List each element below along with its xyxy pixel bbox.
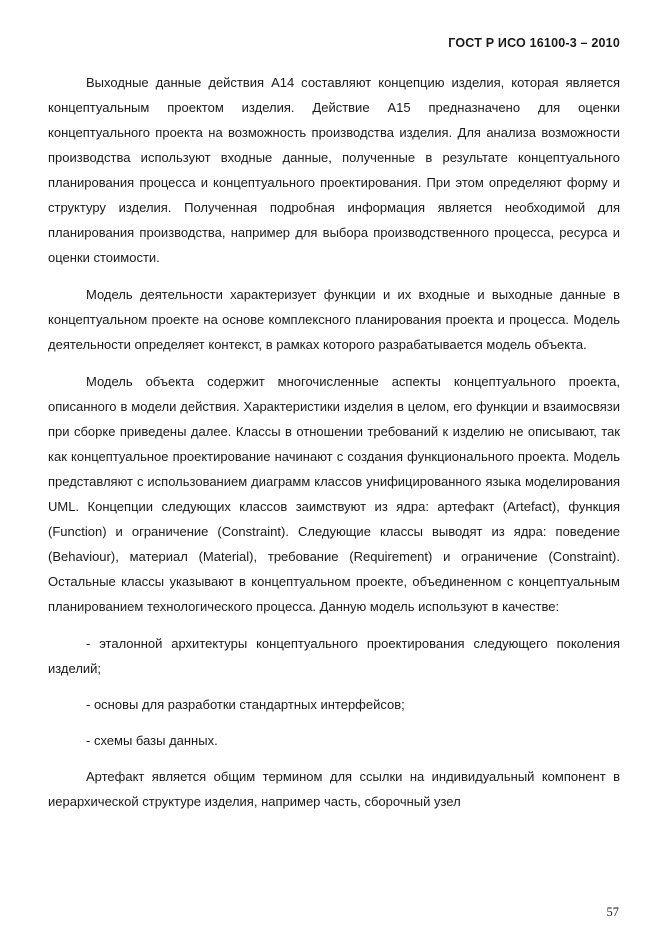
- paragraph-activity-model: Модель деятельности характеризует функции и их входные и выходные данные в концептуальном проекте на основе комплексного планирования проекта и процесса. Модель деятельности определяет контекст, в рамках которого разрабатывается модель объекта.: [48, 287, 620, 352]
- paragraph-output-data: Выходные данные действия A14 составляют концепцию изделия, которая является концептуальным проектом изделия. Действие A15 предназначено для оценки концептуального проекта на возможность производства изделия. Для анализа возможности производства используют входные данные, полученные в результате концептуального планирования процесса и концептуального проектирования. При этом определяют форму и структуру изделия. Полученная подробная информация является необходимой для планирования производства, например для выбора производственного процесса, ресурса и оценки стоимости.: [48, 75, 620, 265]
- list-item-standard-interfaces: - основы для разработки стандартных интерфейсов;: [86, 697, 405, 712]
- paragraph-object-model: Модель объекта содержит многочисленные аспекты концептуального проекта, описанного в модели действия. Характеристики изделия в целом, его функции и взаимосвязи при сборке приведены далее. Классы в отношении требований к изделию не описывают, так как концептуальное проектирование начинают с создания функционального проекта. Модель представляют с использованием диаграмм классов унифицированного языка моделирования UML. Концепции следующих классов заимствуют из ядра: артефакт (Artefact), функция (Function) и ограничение (Constraint). Следующие классы выводят из ядра: поведение (Behaviour), материал (Material), требование (Requirement) и ограничение (Constraint). Остальные классы указывают в концептуальном проекте, объединенном с концептуальным планированием технологического процесса. Данную модель используют в качестве:: [48, 374, 620, 614]
- paragraph-artefact: Артефакт является общим термином для ссылки на индивидуальный компонент в иерархической структуре изделия, например часть, сборочный узел: [48, 769, 620, 809]
- document-header: ГОСТ Р ИСО 16100-3 – 2010: [448, 36, 620, 50]
- page-body: [48, 70, 620, 814]
- list-item-reference-architecture: - эталонной архитектуры концептуального проектирования следующего поколения изделий;: [48, 636, 620, 676]
- page-number: 57: [606, 905, 619, 919]
- list-item-database-schema: - схемы базы данных.: [86, 733, 218, 748]
